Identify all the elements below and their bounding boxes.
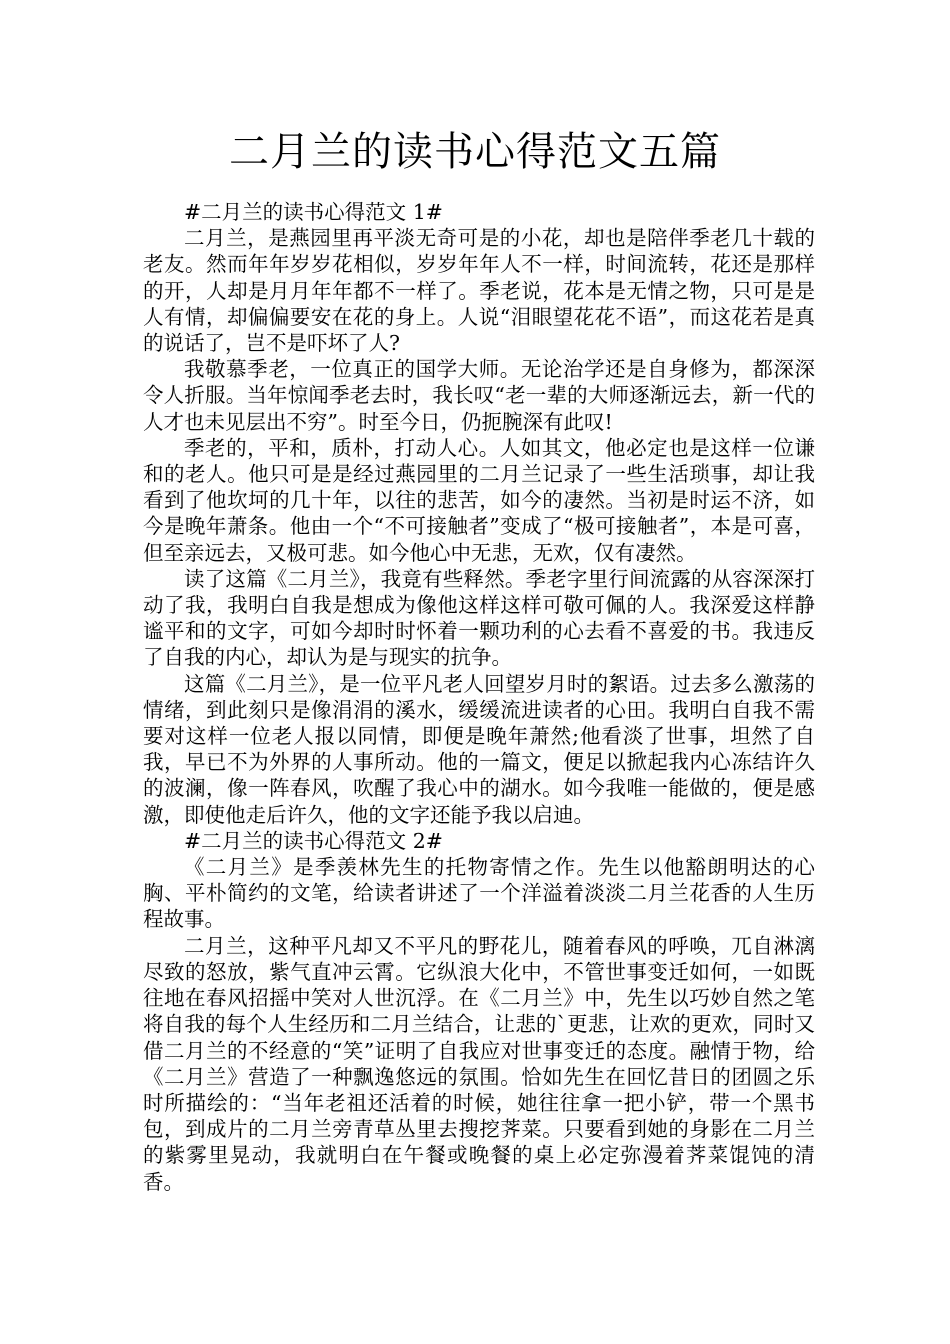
section-1 [143, 199, 815, 828]
paragraph: 二月兰，这种平凡却又不平凡的野花儿，随着春风的呼唤，兀自淋漓尽致的怒放，紫气直冲云霄。它纵浪大化中，不管世事变迁如何，一如既往地在春风招摇中笑对人世沉浮。在《二月兰》中，先生以巧妙自然之笔将自我的每个人生经历和二月兰结合，让悲的`更悲，让欢的更欢，同时又借二月兰的不经意的“笑”证明了自我应对世事变迁的态度。融情于物，给《二月兰》营造了一种飘逸悠远的氛围。恰如先生在回忆昔日的团圆之乐时所描绘的：“当年老祖还活着的时候，她往往拿一把小铲，带一个黑书包，到成片的二月兰旁青草丛里去搜挖荠菜。只要看到她的身影在二月兰的紫雾里晃动，我就明白在午餐或晚餐的桌上必定弥漫着荠菜馄饨的清香。 [143, 933, 815, 1194]
paragraph: 季老的，平和，质朴，打动人心。人如其文，他必定也是这样一位谦和的老人。他只可是是经过燕园里的二月兰记录了一些生活琐事，却让我看到了他坎坷的几十年，以往的悲苦，如今的凄然。当初是时运不济，如今是晚年萧条。他由一个“不可接触者”变成了“极可接触者”，本是可喜，但至亲远去，又极可悲。如今他心中无悲，无欢，仅有凄然。 [143, 435, 815, 565]
section-heading: #二月兰的读书心得范文 2# [184, 828, 443, 853]
paragraph: 这篇《二月兰》，是一位平凡老人回望岁月时的絮语。过去多么激荡的情绪，到此刻只是像涓涓的溪水，缓缓流进读者的心田。我明白自我不需要对这样一位老人报以同情，即便是晚年萧然;他看淡了世事，坦然了自我，早已不为外界的人事所动。他的一篇文，便足以掀起我内心冻结许久的波澜，像一阵春风，吹醒了我心中的湖水。如今我唯一能做的，便是感激，即使他走后许久，他的文字还能予我以启迪。 [143, 671, 815, 827]
section-heading: #二月兰的读书心得范文 1# [184, 200, 443, 224]
document-body [143, 199, 815, 1195]
paragraph: 我敬慕季老，一位真正的国学大师。无论治学还是自身修为，都深深令人折服。当年惊闻季老去时，我长叹“老一辈的大师逐渐远去，新一代的人才也未见层出不穷”。时至今日，仍扼腕深有此叹! [143, 357, 815, 434]
paragraph: 读了这篇《二月兰》，我竟有些释然。季老字里行间流露的从容深深打动了我，我明白自我是想成为像他这样这样可敬可佩的人。我深爱这样静谧平和的文字，可如今却时时怀着一颗功利的心去看不喜爱的书。我违反了自我的内心，却认为是与现实的抗争。 [143, 566, 815, 670]
document-title: 二月兰的读书心得范文五篇 [229, 129, 721, 175]
paragraph: 《二月兰》是季羡林先生的托物寄情之作。先生以他豁朗明达的心胸、平朴简约的文笔，给读者讲述了一个洋溢着淡淡二月兰花香的人生历程故事。 [143, 855, 815, 932]
section-2 [143, 828, 815, 1195]
paragraph: 二月兰，是燕园里再平淡无奇可是的小花，却也是陪伴季老几十载的老友。然而年年岁岁花相似，岁岁年年人不一样，时间流转，花还是那样的开，人却是月月年年都不一样了。季老说，花本是无情之物，只可是是人有情，却偏偏要安在花的身上。人说“泪眼望花花不语”，而这花若是真的说话了，岂不是吓坏了人? [143, 226, 815, 356]
